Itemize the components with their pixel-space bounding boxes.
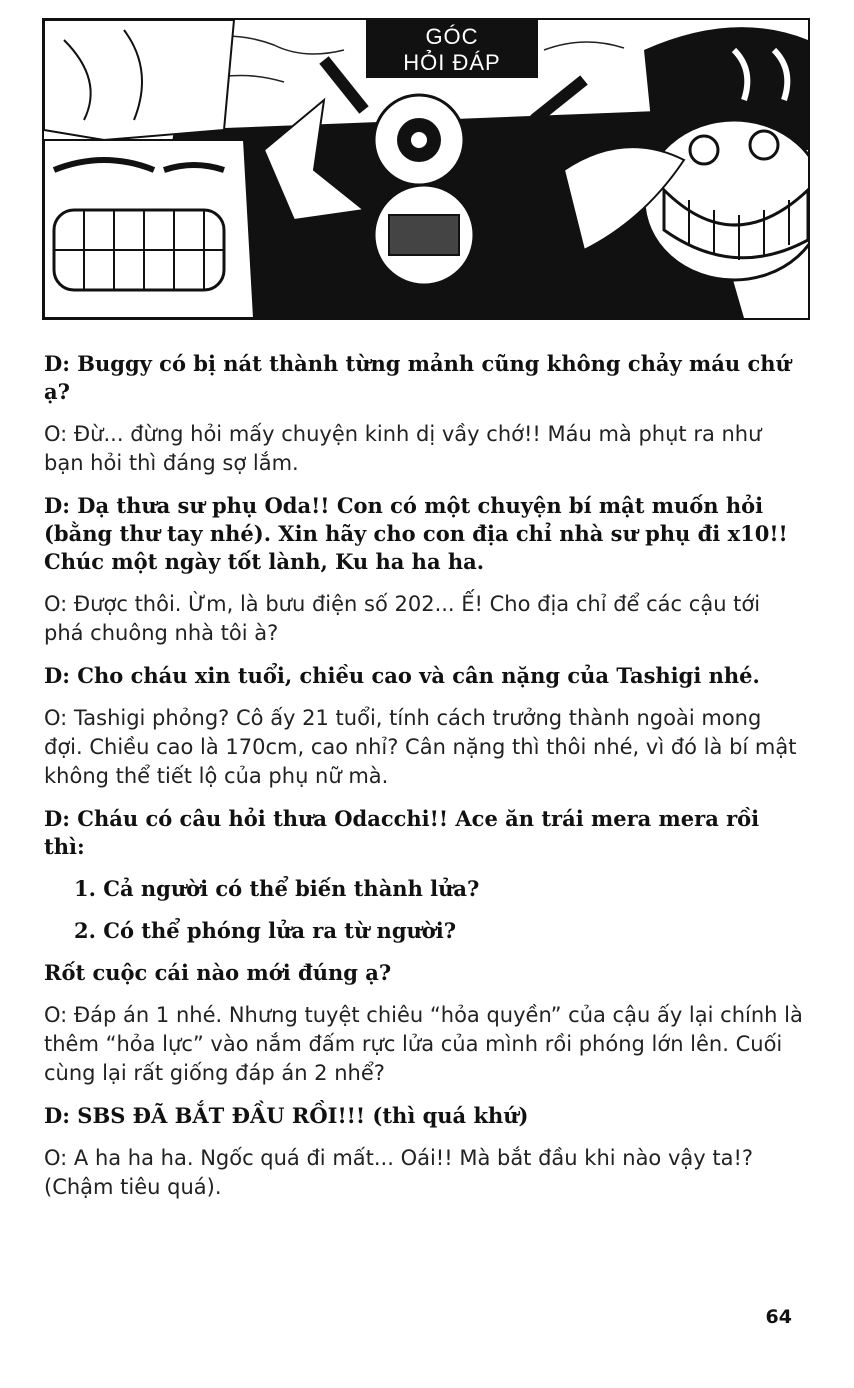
section-title-line2: HỎI ĐÁP [403, 50, 501, 75]
question-paragraph: D: Cho cháu xin tuổi, chiều cao và cân nặng của Tashigi nhé. [44, 663, 760, 688]
answer-paragraph: O: Tashigi phỏng? Cô ấy 21 tuổi, tính cách trưởng thành ngoài mong đợi. Chiều cao là 170cm, cao nhỉ? Cân nặng thì thôi nhé, vì đó là bí mật không thể tiết lộ của phụ nữ mà. [44, 706, 797, 788]
question-paragraph: Rốt cuộc cái nào mới đúng ạ? [44, 960, 392, 985]
question-paragraph: D: Cháu có câu hỏi thưa Odacchi!! Ace ăn trái mera mera rồi thì: [44, 806, 760, 859]
answer-paragraph: O: Đừ... đừng hỏi mấy chuyện kinh dị vầy chớ!! Máu mà phụt ra như bạn hỏi thì đáng sợ lắm. [44, 422, 762, 475]
answer-paragraph: O: Được thôi. Ừm, là bưu điện số 202... Ế! Cho địa chỉ để các cậu tới phá chuông nhà tôi à? [44, 592, 761, 645]
left-character-art [44, 20, 254, 318]
answer-paragraph: O: Đáp án 1 nhé. Nhưng tuyệt chiêu “hỏa quyền” của cậu ấy lại chính là thêm “hỏa lực” vào nắm đấm rực lửa của mình rồi phóng lớn lên. Cuối cùng lại rất giống đáp án 2 nhể? [44, 1003, 803, 1085]
question-paragraph: D: SBS ĐÃ BẮT ĐẦU RỒI!!! (thì quá khứ) [44, 1103, 529, 1128]
section-title-line1: GÓC [425, 24, 479, 49]
answer-paragraph: O: A ha ha ha. Ngốc quá đi mất... Oái!! Mà bắt đầu khi nào vậy ta!? (Chậm tiêu quá). [44, 1146, 754, 1199]
question-option: 1. Cả người có thể biến thành lửa? [74, 876, 480, 901]
question-paragraph: D: Dạ thưa sư phụ Oda!! Con có một chuyện bí mật muốn hỏi (bằng thư tay nhé). Xin hãy cho con địa chỉ nhà sư phụ đi x10!! Chúc một ngày tốt lành, Ku ha ha ha. [44, 493, 788, 574]
page-number: 64 [765, 1306, 792, 1328]
header-illustration [42, 18, 810, 320]
question-option: 2. Có thể phóng lửa ra từ người? [74, 918, 457, 943]
section-title-box [366, 20, 538, 78]
qa-content [44, 350, 804, 1216]
question-paragraph: D: Buggy có bị nát thành từng mảnh cũng không chảy máu chứ ạ? [44, 351, 791, 404]
